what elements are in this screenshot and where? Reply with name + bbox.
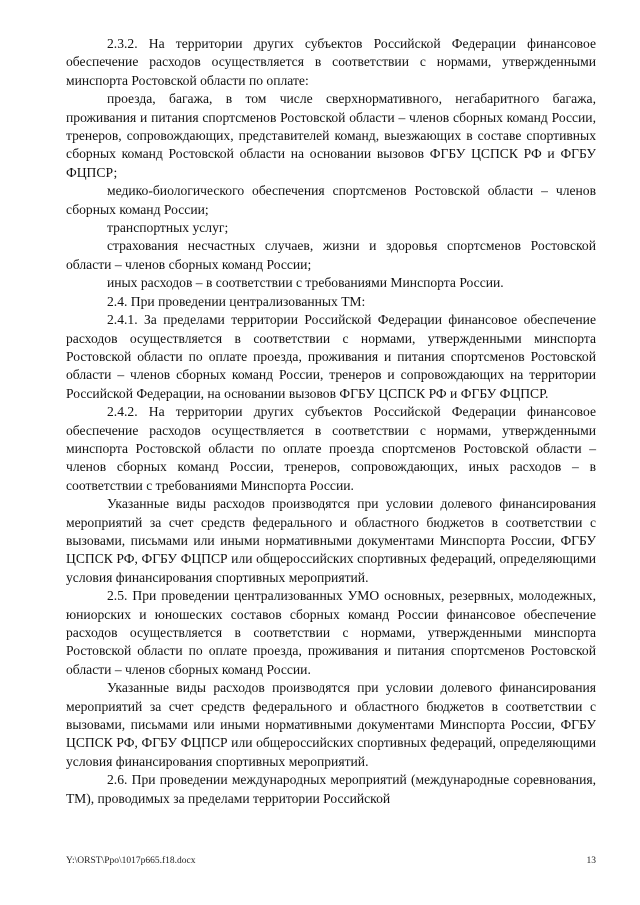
page-number: 13: [586, 856, 596, 866]
page-footer: [66, 856, 596, 866]
document-body: [66, 35, 596, 808]
footer-file-path: Y:\ORST\Ppo\1017p665.f18.docx: [66, 856, 196, 866]
paragraph-2-4-2: 2.4.2. На территории других субъектов Российской Федерации финансовое обеспечение расходов осуществляется в соответствии с нормами, утвержденными минспорта Ростовской области по оплате проезда спортсменов Ростовской области – членов сборных команд России, тренеров, сопровождающих, иных расходов – в соответствии с требованиями Минспорта России.: [66, 404, 596, 493]
paragraph-cofinancing-2: Указанные виды расходов производятся при условии долевого финансирования мероприятий за счет средств федерального и областного бюджетов в соответствии с вызовами, письмами или иными нормативными документами Минспорта России, ФГБУ ЦСПСК РФ, ФГБУ ФЦПСР или общероссийских спортивных федераций, определяющими условия финансирования спортивных мероприятий.: [66, 680, 596, 769]
paragraph-cofinancing-1: Указанные виды расходов производятся при условии долевого финансирования мероприятий за счет средств федерального и областного бюджетов в соответствии с вызовами, письмами или иными нормативными документами Минспорта России, ФГБУ ЦСПСК РФ, ФГБУ ФЦПСР или общероссийских спортивных федераций, определяющими условия финансирования спортивных мероприятий.: [66, 496, 596, 585]
paragraph-transport: транспортных услуг;: [107, 220, 229, 236]
paragraph-travel-expenses: проезда, багажа, в том числе сверхнормативного, негабаритного багажа, проживания и питания спортсменов Ростовской области – членов сборных команд России, тренеров, сопровождающих, представителей команд, выезжающих в составе спортивных сборных команд Ростовской области на основании вызовов ФГБУ ЦСПСК РФ и ФГБУ ФЦПСР;: [66, 91, 596, 180]
paragraph-2-3-2: 2.3.2. На территории других субъектов Российской Федерации финансовое обеспечение расходов осуществляется в соответствии с нормами, утвержденными минспорта Ростовской области по оплате:: [66, 36, 596, 88]
paragraph-other-expenses: иных расходов – в соответствии с требованиями Минспорта России.: [107, 275, 504, 291]
paragraph-2-5: 2.5. При проведении централизованных УМО основных, резервных, молодежных, юниорских и юношеских составов сборных команд России финансовое обеспечение расходов осуществляется в соответствии с нормами, утвержденными минспорта Ростовской области по оплате проезда, проживания и питания спортсменов Ростовской области – членов сборных команд России.: [66, 588, 596, 677]
paragraph-2-4: 2.4. При проведении централизованных ТМ:: [107, 293, 366, 309]
paragraph-2-6: 2.6. При проведении международных мероприятий (международные соревнования, ТМ), проводимых за пределами территории Российской: [66, 772, 596, 806]
paragraph-2-4-1: 2.4.1. За пределами территории Российской Федерации финансовое обеспечение расходов осуществляется в соответствии с нормами, утвержденными минспорта Ростовской области по оплате проезда, проживания и питания спортсменов Ростовской области – членов сборных команд России, тренеров и сопровождающих на территории Российской Федерации, на основании вызовов ФГБУ ЦСПСК РФ и ФГБУ ФЦПСР.: [66, 312, 596, 401]
paragraph-medical: медико-биологического обеспечения спортсменов Ростовской области – членов сборных команд России;: [66, 183, 596, 217]
paragraph-insurance: страхования несчастных случаев, жизни и здоровья спортсменов Ростовской области – членов сборных команд России;: [66, 238, 596, 272]
